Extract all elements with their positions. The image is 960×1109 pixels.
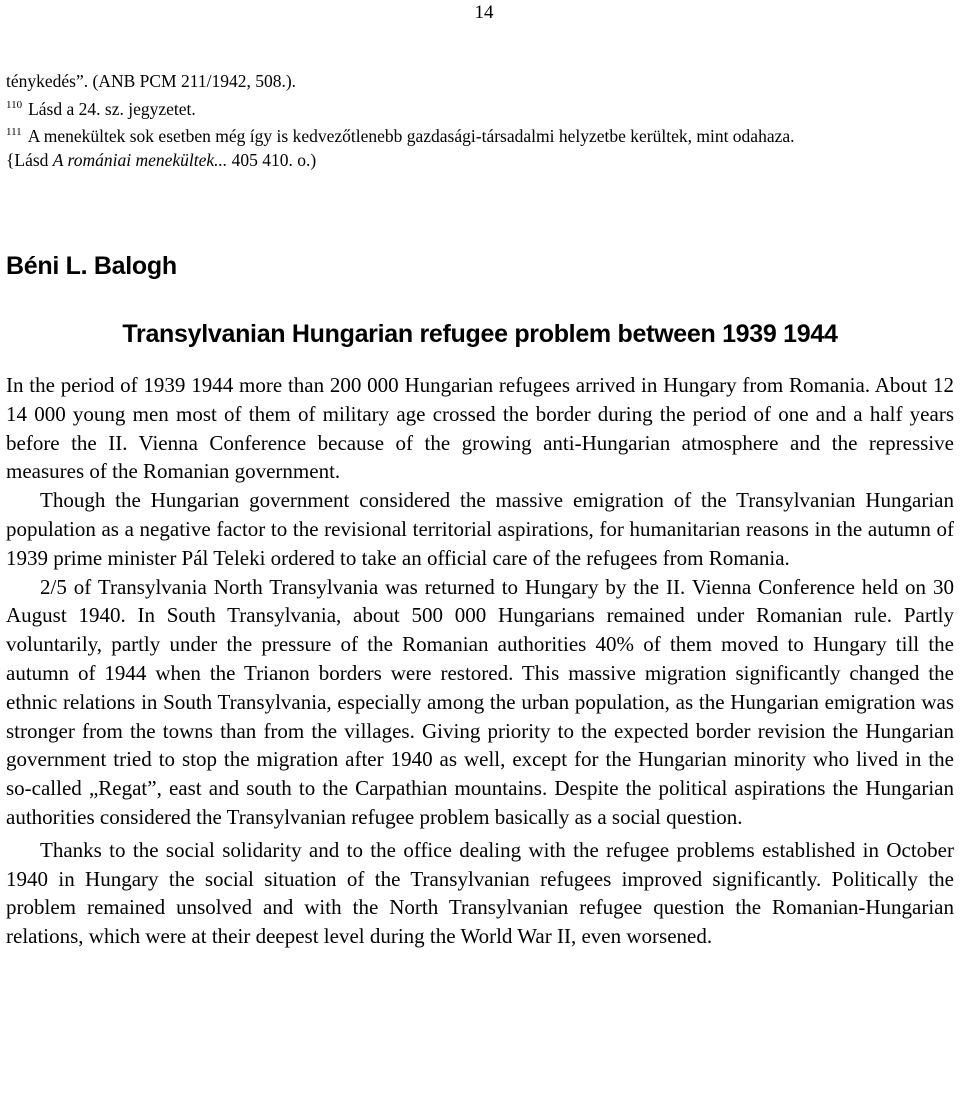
footnote-111-continued [6, 149, 954, 173]
footnote-ref-title: A romániai menekültek... [52, 149, 228, 170]
footnote-number: 110 [6, 98, 23, 111]
footnote-number: 111 [6, 126, 22, 138]
footnote-110 [6, 94, 954, 122]
abstract-paragraph: Thanks to the social solidarity and to the office dealing with the refugee problems established in October 1940 in Hungary the social situation of the Transylvanian refugees improved significantly. Politically the problem remained unsolved and with the North Transylvanian refugee question the Romanian-Hungarian relations, which were at their deepest level during the World War II, even worsened. [6, 837, 954, 949]
footnote-continuation: ténykedés”. (ANB PCM 211/1942, 508.). [6, 71, 297, 91]
footnote-111 [6, 121, 954, 149]
abstract-paragraph: In the period of 1939 1944 more than 200 000 Hungarian refugees arrived in Hungary from Romania. About 12 14 000 young men most of them of military age crossed the border during the period of one and a half years before the II. Vienna Conference because of the growing anti-Hungarian atmosphere and the repressive measures of the Romanian government. [6, 373, 954, 484]
author-name: Béni L. Balogh [6, 252, 177, 280]
footnote-ref-pages: 405 410. o.) [231, 149, 317, 170]
page-number: 14 [474, 2, 494, 23]
footnote-text: Lásd a 24. sz. jegyzetet. [28, 98, 196, 119]
abstract [6, 371, 954, 951]
abstract-paragraph: 2/5 of Transylvania North Transylvania was returned to Hungary by the II. Vienna Conference held on 30 August 1940. In South Transylvania, about 500 000 Hungarians remained under Romanian rule. Partly voluntarily, partly under the pressure of the Romanian authorities 40% of them moved to Hungary till the autumn of 1944 when the Trianon borders were restored. This massive migration significantly changed the ethnic relations in South Transylvania, especially among the urban population, as the Hungarian emigration was stronger from the towns than from the villages. Giving priority to the expected border revision the Hungarian government tried to stop the migration after 1940 as well, except for the Hungarian minority who lived in the so-called „Regat”, east and south to the Carpathian mountains. Despite the political aspirations the Hungarian authorities considered the Transylvanian refugee problem basically as a social question. [6, 574, 954, 829]
article-title: Transylvanian Hungarian refugee problem between 1939 1944 [122, 320, 838, 348]
footnote-ref-prefix: {Lásd [6, 149, 49, 170]
footnote-text: A menekültek sok esetben még így is kedvezőtlenebb gazdasági-társadalmi helyzetbe kerültek, mint odahaza. [27, 126, 795, 146]
footnotes [6, 70, 954, 172]
abstract-paragraph: Though the Hungarian government considered the massive emigration of the Transylvanian Hungarian population as a negative factor to the revisional territorial aspirations, for humanitarian reasons in the autumn of 1939 prime minister Pál Teleki ordered to take an official care of the refugees from Romania. [6, 488, 954, 570]
